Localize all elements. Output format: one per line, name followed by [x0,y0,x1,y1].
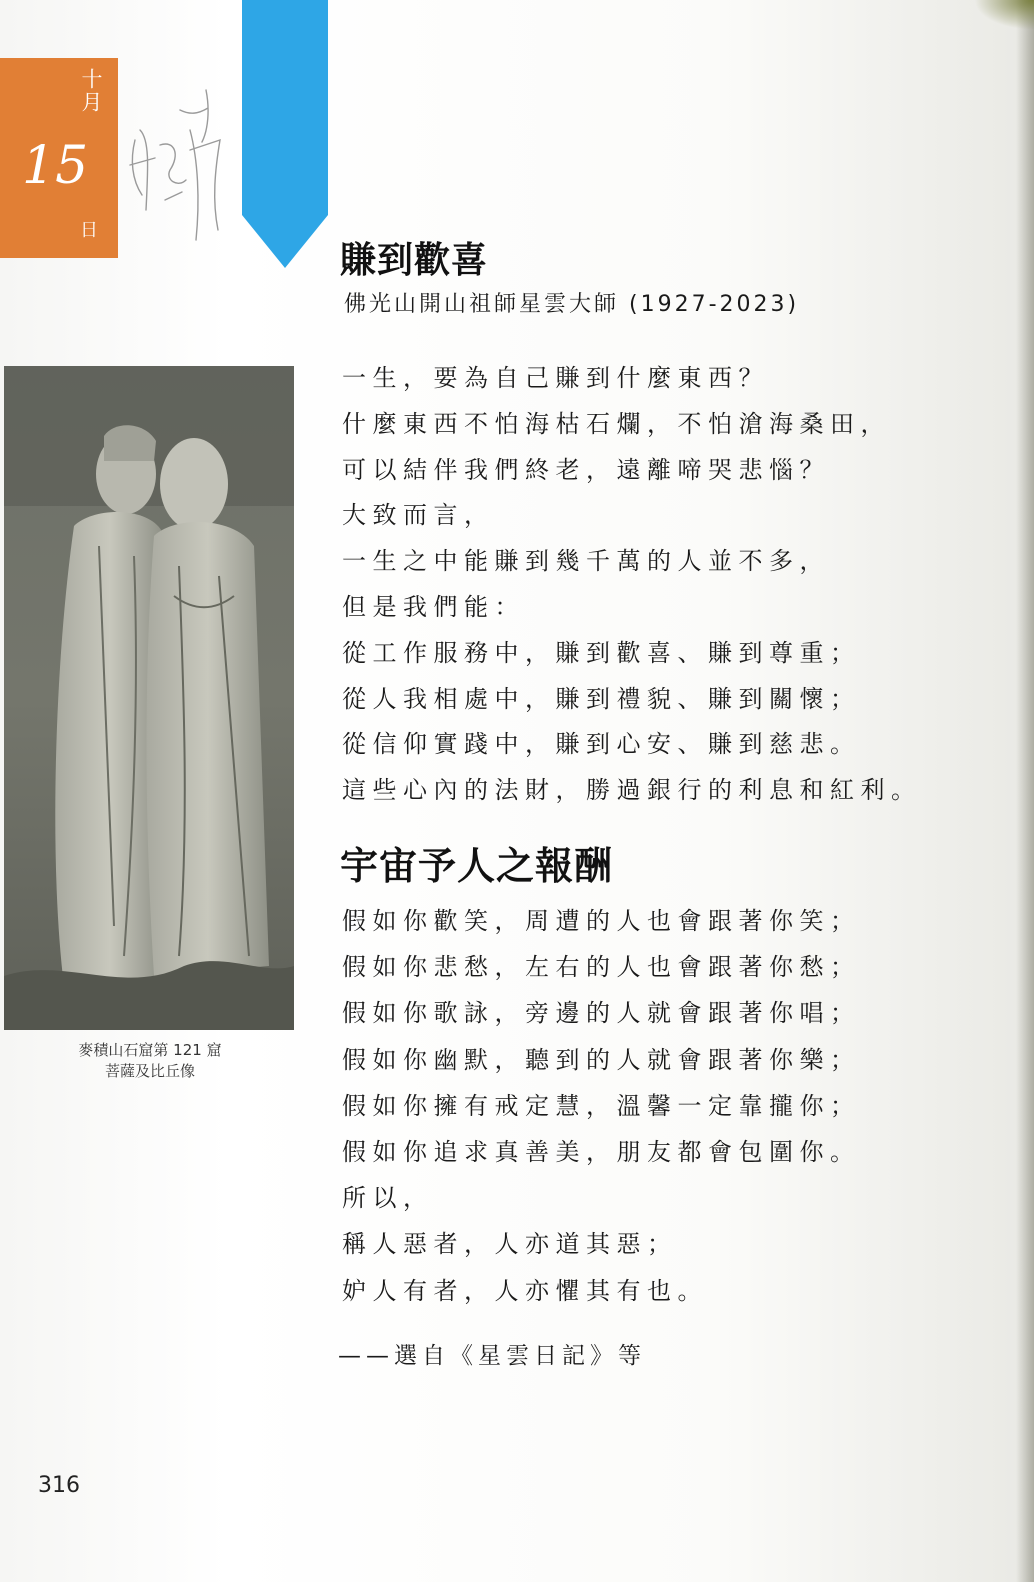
body-line: 假如你幽默，聽到的人就會跟著你樂； [342,1045,861,1074]
body-line: 稱人惡者，人亦道其惡； [342,1230,678,1259]
body-line: 但是我們能： [342,592,525,621]
date-suffix: 日 [80,220,98,241]
section-body [342,898,861,1314]
section-title: 宇宙予人之報酬 [340,843,614,888]
author-line: 佛光山開山祖師星雲大師 (1927-2023) [344,292,800,317]
body-line: 假如你歌詠，旁邊的人就會跟著你唱； [342,999,861,1028]
date-day: 15 [22,136,89,196]
book-spine-shadow [1016,0,1034,1582]
body-line: 妒人有者，人亦懼其有也。 [342,1276,708,1305]
photo-caption [20,1040,280,1082]
body-line: 假如你擁有戒定慧，溫馨一定靠攏你； [342,1091,861,1120]
section-body [342,356,922,814]
buddhist-statues-icon [4,366,294,1030]
body-line: 什麼東西不怕海枯石爛，不怕滄海桑田， [342,409,891,438]
body-line: 從信仰實踐中，賺到心安、賺到慈悲。 [342,730,861,759]
body-line: 從人我相處中，賺到禮貌、賺到關懷； [342,684,861,713]
section-title: 賺到歡喜 [340,239,489,281]
body-line: 可以結伴我們終老，遠離啼哭悲惱？ [342,455,830,484]
caption-line: 麥積山石窟第 121 窟 [78,1041,222,1059]
body-line: 假如你追求真善美，朋友都會包圍你。 [342,1138,861,1167]
page-number: 316 [38,1473,80,1498]
body-line: 一生，要為自己賺到什麼東西？ [342,364,769,392]
body-line: 所以， [342,1184,434,1213]
statue-photo [4,366,294,1030]
body-line: 這些心內的法財，勝過銀行的利息和紅利。 [342,776,922,805]
page-edge-shadow [974,0,1034,30]
body-line: 一生之中能賺到幾千萬的人並不多， [342,547,830,576]
date-month: 十月 [79,68,103,114]
caption-line: 菩薩及比丘像 [104,1062,195,1080]
pencil-scribble [120,70,240,270]
body-line: 假如你悲愁，左右的人也會跟著你愁； [342,953,861,982]
body-line: 從工作服務中，賺到歡喜、賺到尊重； [342,638,861,667]
date-tab [0,58,118,258]
body-line: 假如你歡笑，周遭的人也會跟著你笑； [342,907,861,935]
body-line: 大致而言， [342,501,495,530]
bookmark-ribbon [242,0,328,268]
source-citation: ——選自《星雲日記》等 [338,1343,646,1369]
